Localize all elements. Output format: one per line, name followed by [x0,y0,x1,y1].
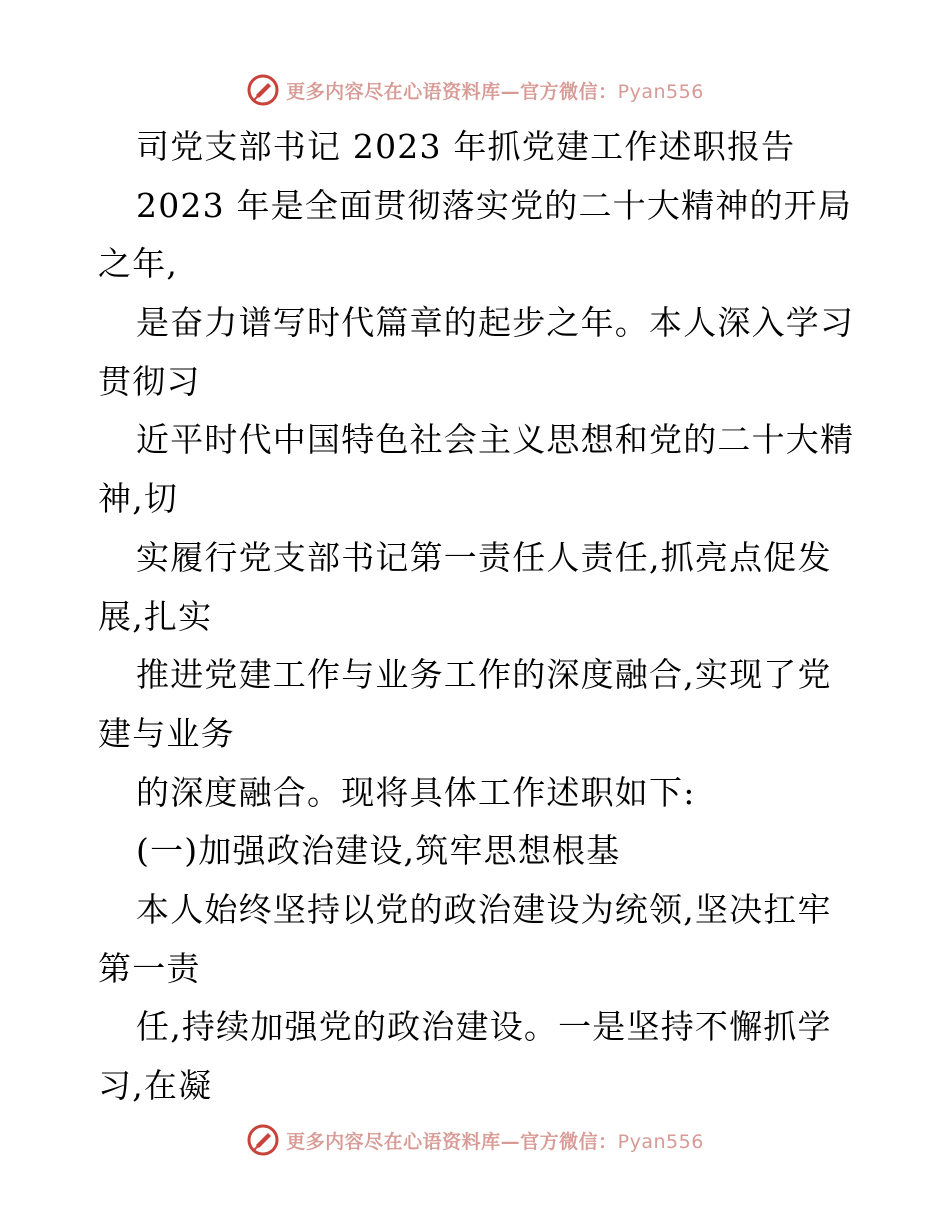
watermark-header [0,70,950,110]
paragraph-line: 建与业务 [98,713,235,753]
paragraph-line: 推进党建工作与业务工作的深度融合,实现了党 [136,655,832,695]
seal-logo-icon [246,1123,280,1157]
paragraph-line: 贯彻习 [98,361,201,401]
watermark-text: 更多内容尽在心语资料库—官方微信：Pyan556 [286,1130,704,1153]
watermark-text: 更多内容尽在心语资料库—官方微信：Pyan556 [286,80,704,103]
paragraph-line: 实履行党支部书记第一责任人责任,抓亮点促发 [136,537,832,577]
paragraph-line: 神,切 [98,479,179,519]
paragraph-line: 是奋力谱写时代篇章的起步之年。本人深入学习 [136,303,855,343]
document-body [0,118,950,1116]
paragraph-line: 第一责 [98,948,201,988]
paragraph-line: 习,在凝 [98,1066,213,1105]
paragraph-line: 近平时代中国特色社会主义思想和党的二十大精 [136,420,855,460]
document-title: 司党支部书记 2023 年抓党建工作述职报告 [136,127,796,166]
paragraph-line: 展,扎实 [98,596,213,636]
paragraph-line: 之年, [98,244,179,284]
paragraph-line: 的深度融合。现将具体工作述职如下: [136,772,696,812]
paragraph-line: 任,持续加强党的政治建设。一是坚持不懈抓学 [136,1007,832,1047]
watermark-footer [0,1120,950,1160]
paragraph-line: 2023 年是全面贯彻落实党的二十大精神的开局 [136,185,853,225]
section-heading: (一)加强政治建设,筑牢思想根基 [136,831,621,871]
seal-logo-icon [246,73,280,107]
paragraph-line: 本人始终坚持以党的政治建设为统领,坚决扛牢 [136,889,832,929]
